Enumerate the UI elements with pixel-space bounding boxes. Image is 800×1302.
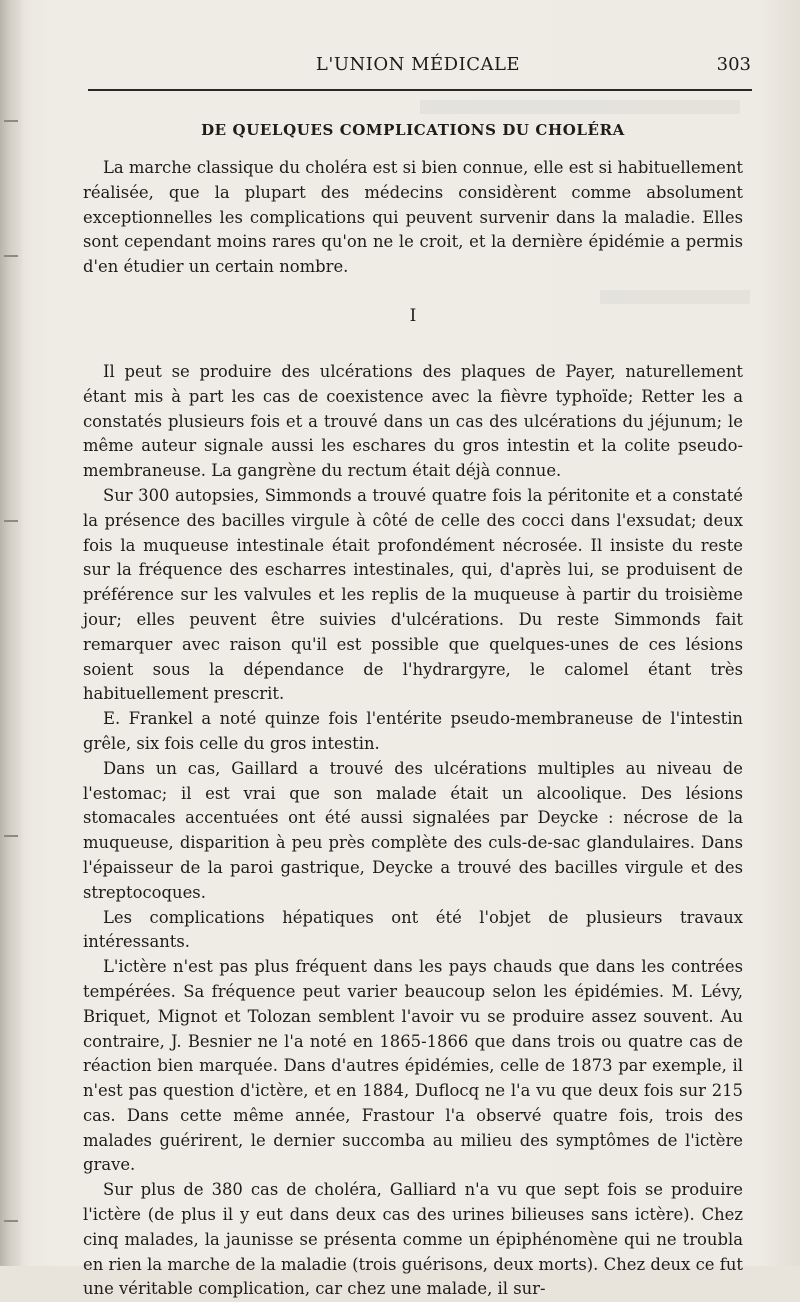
binding-stitch: [4, 520, 18, 522]
article-title: DE QUELQUES COMPLICATIONS DU CHOLÉRA: [201, 121, 625, 139]
body-paragraph: Dans un cas, Gaillard a trouvé des ulcérations multiples au niveau de l'estomac; il est vrai que son malade était un alcoolique. Des lésions stomacales accentuées ont été aussi signalées par Deycke : nécrose de la muqueuse, disparition à peu près complète des culs-de-sac glandulaires. Dans l'épaisseur de la paroi gastrique, Deycke a trouvé des bacilles virgule et des streptocoques.: [83, 758, 743, 902]
body-paragraph: E. Frankel a noté quinze fois l'entérite pseudo-membraneuse de l'intestin grêle, six fois celle du gros intestin.: [83, 709, 743, 753]
body-paragraph: Les complications hépatiques ont été l'objet de plusieurs travaux intéressants.: [83, 907, 743, 952]
binding-stitch: [4, 120, 18, 122]
intro-paragraph: La marche classique du choléra est si bien connue, elle est si habituellement réalisée, que la plupart des médecins considèrent comme absolument exceptionnelles les complications qui peuvent survenir dans la maladie. Elles sont cependant moins rares qu'on ne le croit, et la dernière épidémie a permis d'en étudier un certain nombre.: [83, 158, 743, 277]
body-paragraph: Il peut se produire des ulcérations des plaques de Payer, naturellement étant mis à part les cas de coexistence avec la fièvre typhoïde; Retter les a constatés plusieurs fois et a trouvé dans un cas des ulcérations du jéjunum; le même auteur signale aussi les eschares du gros intestin et la colite pseudo-membraneuse. La gangrène du rectum était déjà connue.: [83, 361, 743, 481]
show-through-shadow: [420, 100, 740, 114]
section-number: I: [409, 305, 417, 326]
journal-title: L'UNION MÉDICALE: [315, 54, 521, 75]
binding-stitch: [4, 255, 18, 257]
body-paragraph: Sur plus de 380 cas de choléra, Galliard n'a vu que sept fois se produire l'ictère (de plus il y eut dans deux cas des urines bilieuses sans ictère). Chez cinq malades, la jaunisse se présenta comme un épiphénomène qui ne troubla en rien la marche de la maladie (trois guérisons, deux morts). Chez deux ce fut une véritable complication, car chez une malade, il sur-: [83, 1180, 743, 1299]
article-body: [83, 120, 743, 1302]
body-paragraph: Sur 300 autopsies, Simmonds a trouvé quatre fois la péritonite et a constaté la présence des bacilles virgule à côté de celle des cocci dans l'exsudat; deux fois la muqueuse intestinale était profondément nécrosée. Il insiste du reste sur la fréquence des escharres intestinales, qui, d'après lui, se produisent de préférence sur les valvules et les replis de la muqueuse à partir du troisième jour; elles peuvent être suivies d'ulcérations. Du reste Simmonds fait remarquer avec raison qu'il est possible que quelques-unes de ces lésions soient sous la dépendance de l'hydrargyre, le calomel étant très habituellement prescrit.: [83, 485, 743, 704]
header-rule: [88, 89, 752, 91]
binding-stitch: [4, 835, 18, 837]
binding-stitch: [4, 1220, 18, 1222]
page-number: 303: [716, 54, 751, 75]
page-binding-edge: [0, 0, 22, 1266]
running-head: [85, 54, 751, 82]
body-paragraph: L'ictère n'est pas plus fréquent dans les pays chauds que dans les contrées tempérées. Sa fréquence peut varier beaucoup selon les épidémies. M. Lévy, Briquet, Mignot et Tolozan semblent l'avoir vu se produire assez souvent. Au contraire, J. Besnier ne l'a noté en 1865-1866 que dans trois ou quatre cas de réaction bien marquée. Dans d'autres épidémies, celle de 1873 par exemple, il n'est pas question d'ictère, et en 1884, Duflocq ne l'a vu que deux fois sur 215 cas. Dans cette même année, Frastour l'a observé quatre fois, trois des malades guérirent, le dernier succomba au milieu des symptômes de l'ictère grave.: [83, 957, 743, 1175]
